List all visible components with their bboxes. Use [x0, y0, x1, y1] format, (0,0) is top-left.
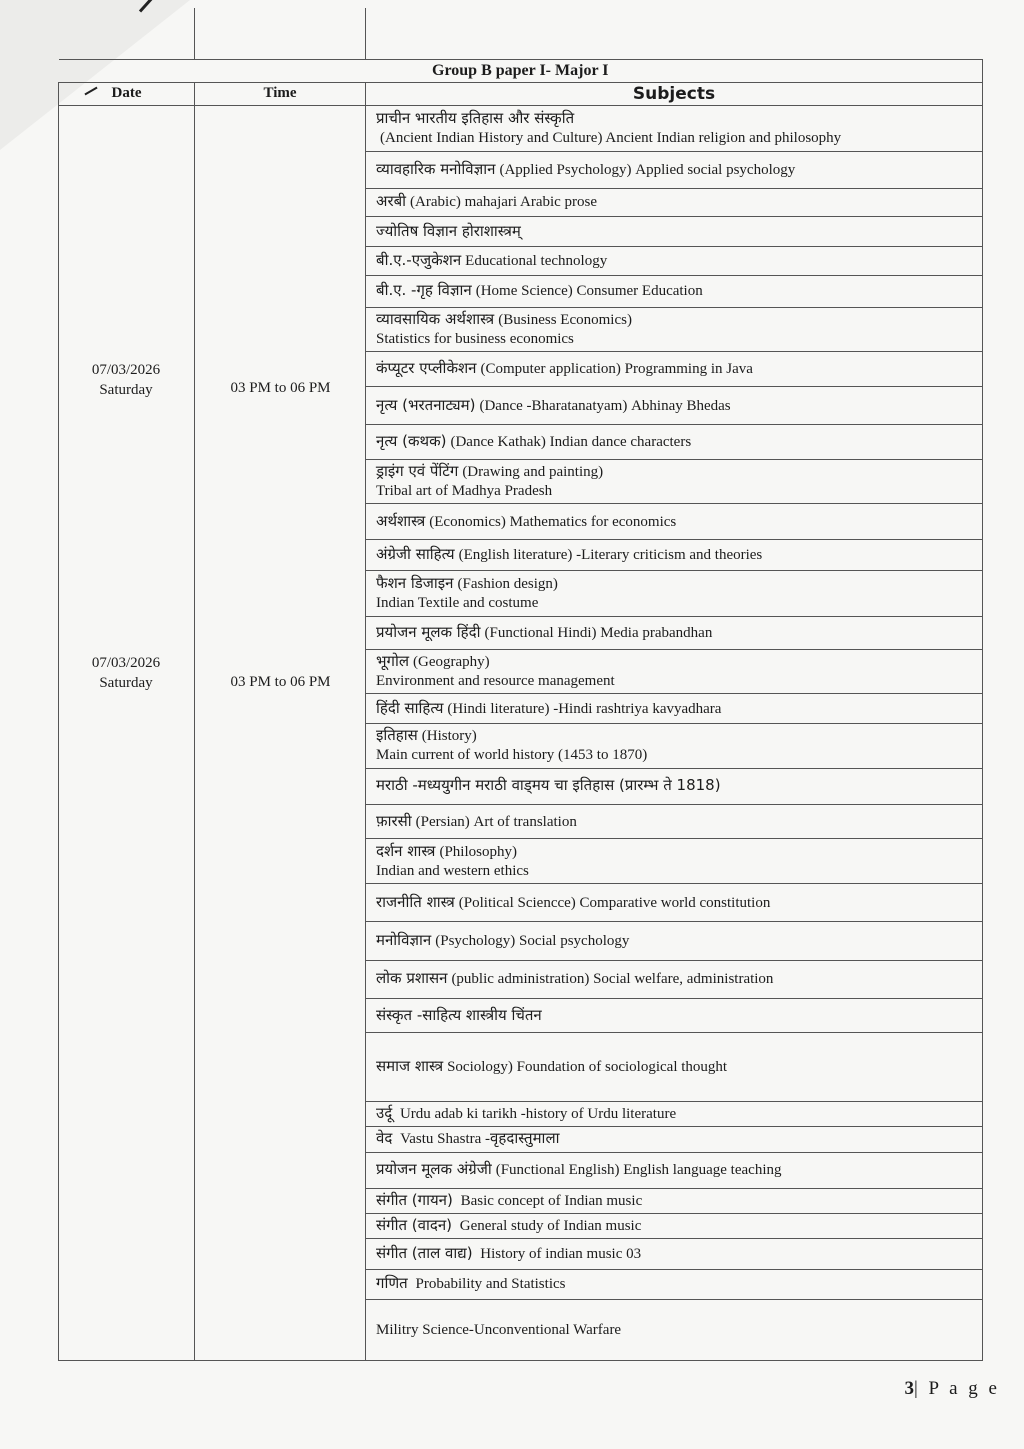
- subject-hindi-name: मराठी -मध्ययुगीन मराठी वाड्मय चा इतिहास (प्रारम्भ ते 1818): [376, 776, 721, 795]
- subject-line: [376, 842, 972, 862]
- subject-hindi-name: संगीत (गायन): [376, 1191, 453, 1210]
- subject-cell: [366, 1127, 983, 1152]
- subject-hindi-name: प्रयोजन मूलक हिंदी: [376, 622, 481, 641]
- subject-paper-title: (Ancient Indian History and Culture) Ancient Indian religion and philosophy: [380, 130, 842, 147]
- subject-english-name: Educational technology: [465, 253, 608, 270]
- time-block-2: [195, 672, 366, 692]
- time-block-1: [195, 378, 366, 398]
- subject-hindi-name: ज्योतिष विज्ञान होराशास्त्रम्: [376, 221, 521, 240]
- subject-hindi-name: फ़ारसी: [376, 811, 412, 830]
- subject-line: [376, 1321, 972, 1340]
- subject-cell: [366, 768, 983, 804]
- subject-cell: [366, 152, 983, 188]
- subject-cell: [366, 1239, 983, 1269]
- subject-english-name: (Drawing and painting): [462, 463, 604, 480]
- subject-english-name: Probability and Statistics: [411, 1276, 566, 1293]
- subject-line: [376, 812, 972, 832]
- subject-line: [376, 310, 972, 330]
- subject-hindi-name: कंप्यूटर एप्लीकेशन: [376, 359, 477, 378]
- subject-hindi-name: इतिहास: [376, 726, 418, 745]
- exam-day: Saturday: [99, 382, 153, 398]
- subject-english-name: (Dance -Bharatanatyam) Abhinay Bhedas: [479, 397, 731, 414]
- subject-hindi-name: समाज शास्त्र: [376, 1057, 444, 1076]
- subject-cell: [366, 724, 983, 768]
- exam-date: 07/03/2026: [91, 362, 161, 378]
- subject-cell: [366, 386, 983, 424]
- subject-cell: [366, 217, 983, 247]
- subject-cell: [366, 805, 983, 839]
- exam-date: 07/03/2026: [91, 655, 161, 671]
- subject-line: [376, 281, 972, 301]
- exam-time: 03 PM to 06 PM: [230, 380, 331, 396]
- subject-english-name: (Functional English) English language teaching: [495, 1162, 782, 1179]
- subject-cell: [366, 1152, 983, 1188]
- subject-hindi-name: लोक प्रशासन: [376, 969, 448, 988]
- subject-line: [376, 396, 972, 416]
- subject-cell: [366, 617, 983, 649]
- subject-line: [376, 359, 972, 379]
- subject-hindi-name: संगीत (वादन): [376, 1216, 453, 1235]
- subject-english-name: (English literature) -Literary criticism and theories: [458, 547, 763, 564]
- subject-english-name: (Fashion design): [457, 575, 558, 592]
- subject-cell: [366, 960, 983, 998]
- subject-hindi-name: ड्राइंग एवं पेंटिंग: [376, 461, 459, 480]
- header-row: [59, 82, 983, 105]
- subject-english-name: (Persian) Art of translation: [415, 813, 577, 830]
- date-block-1: [58, 360, 194, 400]
- subject-english-name: (public administration) Social welfare, administration: [451, 971, 774, 988]
- time-header: Time: [195, 82, 366, 105]
- subject-hindi-name: भूगोल: [376, 651, 410, 670]
- page-number: 3: [904, 1378, 914, 1399]
- subject-hindi-name: बी.ए.-एजुकेशन: [376, 251, 462, 270]
- subject-cell: [366, 1300, 983, 1361]
- subject-paper-title: Tribal art of Madhya Pradesh: [376, 482, 553, 499]
- subject-hindi-name: संगीत (ताल वाद्य): [376, 1244, 473, 1263]
- subject-line: [376, 462, 972, 482]
- subject-english-name: Vastu Shastra -वृहदास्तुमाला: [396, 1131, 560, 1148]
- subject-hindi-name: मनोविज्ञान: [376, 930, 432, 949]
- subject-paper-title: Statistics for business economics: [376, 331, 574, 348]
- subject-line: [376, 574, 972, 594]
- subject-line: [376, 1244, 972, 1264]
- page-footer: [904, 1378, 1000, 1400]
- subject-hindi-name: गणित: [376, 1274, 408, 1293]
- subject-line: [376, 1160, 972, 1180]
- subject-english-name: Urdu adab ki tarikh -history of Urdu literature: [396, 1106, 677, 1123]
- subject-english-name: (Computer application) Programming in Java: [480, 361, 753, 378]
- subject-cell: [366, 999, 983, 1033]
- table-row: [59, 105, 983, 151]
- subject-line: [376, 726, 972, 746]
- subject-english-name: (Political Sciencce) Comparative world constitution: [458, 894, 771, 911]
- subject-line: [376, 1057, 972, 1077]
- subject-english-name: (History): [421, 728, 477, 745]
- subject-hindi-name: अर्थशास्त्र: [376, 511, 426, 530]
- subject-line: [376, 1216, 972, 1236]
- subject-line: [376, 1191, 972, 1211]
- subject-cell: [366, 1269, 983, 1299]
- subject-english-name: Militry Science-Unconventional Warfare: [376, 1321, 622, 1338]
- subject-english-name: (Home Science) Consumer Education: [475, 283, 703, 300]
- subject-line: [376, 623, 972, 643]
- subject-english-name: (Applied Psychology) Applied social psychology: [499, 162, 796, 179]
- subject-hindi-name: प्रयोजन मूलक अंग्रेजी: [376, 1160, 492, 1179]
- subject-hindi-name: हिंदी साहित्य: [376, 698, 444, 717]
- subject-english-name: (Functional Hindi) Media prabandhan: [484, 624, 713, 641]
- subject-line: [376, 699, 972, 719]
- subject-hindi-name: फैशन डिजाइन: [376, 573, 454, 592]
- date-block-2: [58, 653, 194, 693]
- subject-cell: [366, 570, 983, 616]
- date-header: Date: [59, 82, 195, 105]
- subject-hindi-name: अरबी: [376, 192, 407, 211]
- subject-cell: [366, 1033, 983, 1102]
- subject-line: [376, 512, 972, 532]
- subject-hindi-name: प्राचीन भारतीय इतिहास और संस्कृति: [376, 109, 575, 128]
- subject-cell: [366, 308, 983, 352]
- subject-cell: [366, 504, 983, 540]
- subjects-header: Subjects: [366, 82, 983, 105]
- subject-cell: [366, 105, 983, 151]
- subject-line: [376, 1129, 972, 1149]
- subject-english-name: (Geography): [413, 653, 490, 670]
- subject-hindi-name: अंग्रेजी साहित्य: [376, 545, 455, 564]
- subject-line: [376, 432, 972, 452]
- subject-english-name: (Dance Kathak) Indian dance characters: [450, 433, 692, 450]
- subject-english-name: (Arabic) mahajari Arabic prose: [410, 194, 598, 211]
- subject-paper-title: Environment and resource management: [376, 672, 615, 689]
- subject-english-name: (Psychology) Social psychology: [435, 932, 630, 949]
- subject-cell: [366, 1214, 983, 1239]
- subject-english-name: Sociology) Foundation of sociological thought: [447, 1059, 728, 1076]
- subject-cell: [366, 247, 983, 275]
- subject-line: [376, 1104, 972, 1124]
- subject-line: [376, 109, 972, 129]
- subject-line: [376, 931, 972, 951]
- subject-hindi-name: दर्शन शास्त्र: [376, 841, 436, 860]
- subject-english-name: (Philosophy): [439, 843, 517, 860]
- subject-hindi-name: नृत्य (भरतनाट्यम): [376, 395, 476, 414]
- subject-paper-title: Indian and western ethics: [376, 862, 529, 879]
- exam-day: Saturday: [99, 675, 153, 691]
- subject-line: [376, 192, 972, 212]
- subject-english-name: History of indian music 03: [476, 1246, 642, 1263]
- subject-line: [376, 1274, 972, 1294]
- subject-hindi-name: व्यावसायिक अर्थशास्त्र: [376, 310, 495, 329]
- subject-hindi-name: बी.ए. -गृह विज्ञान: [376, 281, 472, 300]
- subject-english-name: (Hindi literature) -Hindi rashtriya kavyadhara: [447, 700, 722, 717]
- subject-cell: [366, 839, 983, 883]
- subject-line: [376, 652, 972, 672]
- subject-hindi-name: संस्कृत -साहित्य शास्त्रीय चिंतन: [376, 1005, 542, 1024]
- subject-line: [376, 776, 972, 796]
- time-column-cell: [195, 105, 366, 1360]
- subject-line: [376, 251, 972, 271]
- subject-cell: [366, 275, 983, 307]
- subject-paper-title: Main current of world history (1453 to 1870): [376, 747, 648, 764]
- group-title-row: [59, 59, 983, 82]
- subject-cell: [366, 352, 983, 386]
- subject-english-name: Basic concept of Indian music: [456, 1193, 643, 1210]
- subject-cell: [366, 188, 983, 216]
- subject-cell: [366, 540, 983, 570]
- subject-hindi-name: वेद: [376, 1129, 393, 1148]
- exam-time: 03 PM to 06 PM: [230, 674, 331, 690]
- subject-cell: [366, 693, 983, 723]
- subject-hindi-name: व्यावहारिक मनोविज्ञान: [376, 160, 496, 179]
- subject-cell: [366, 459, 983, 503]
- subject-line: [376, 222, 972, 242]
- subject-line: [376, 160, 972, 180]
- subject-paper-title: Indian Textile and costume: [376, 594, 539, 611]
- table-top-blank-row: [59, 8, 983, 59]
- subject-english-name: (Business Economics): [498, 312, 632, 329]
- subject-line: [376, 1006, 972, 1026]
- subject-hindi-name: उर्दू: [376, 1104, 393, 1123]
- subject-line: [376, 893, 972, 913]
- subject-english-name: (Economics) Mathematics for economics: [429, 513, 677, 530]
- subject-english-name: General study of Indian music: [456, 1218, 642, 1235]
- date-column-cell: [59, 105, 195, 1360]
- page-label: | P a g e: [913, 1378, 1000, 1399]
- subject-cell: [366, 883, 983, 921]
- subject-cell: [366, 649, 983, 693]
- subject-hindi-name: नृत्य (कथक): [376, 431, 447, 450]
- subject-hindi-name: राजनीति शास्त्र: [376, 892, 455, 911]
- subject-line: [376, 969, 972, 989]
- group-title: Group B paper I- Major I: [59, 59, 983, 82]
- subject-cell: [366, 1102, 983, 1127]
- subject-line: [376, 545, 972, 565]
- subject-cell: [366, 922, 983, 960]
- subject-cell: [366, 1188, 983, 1213]
- subject-cell: [366, 425, 983, 459]
